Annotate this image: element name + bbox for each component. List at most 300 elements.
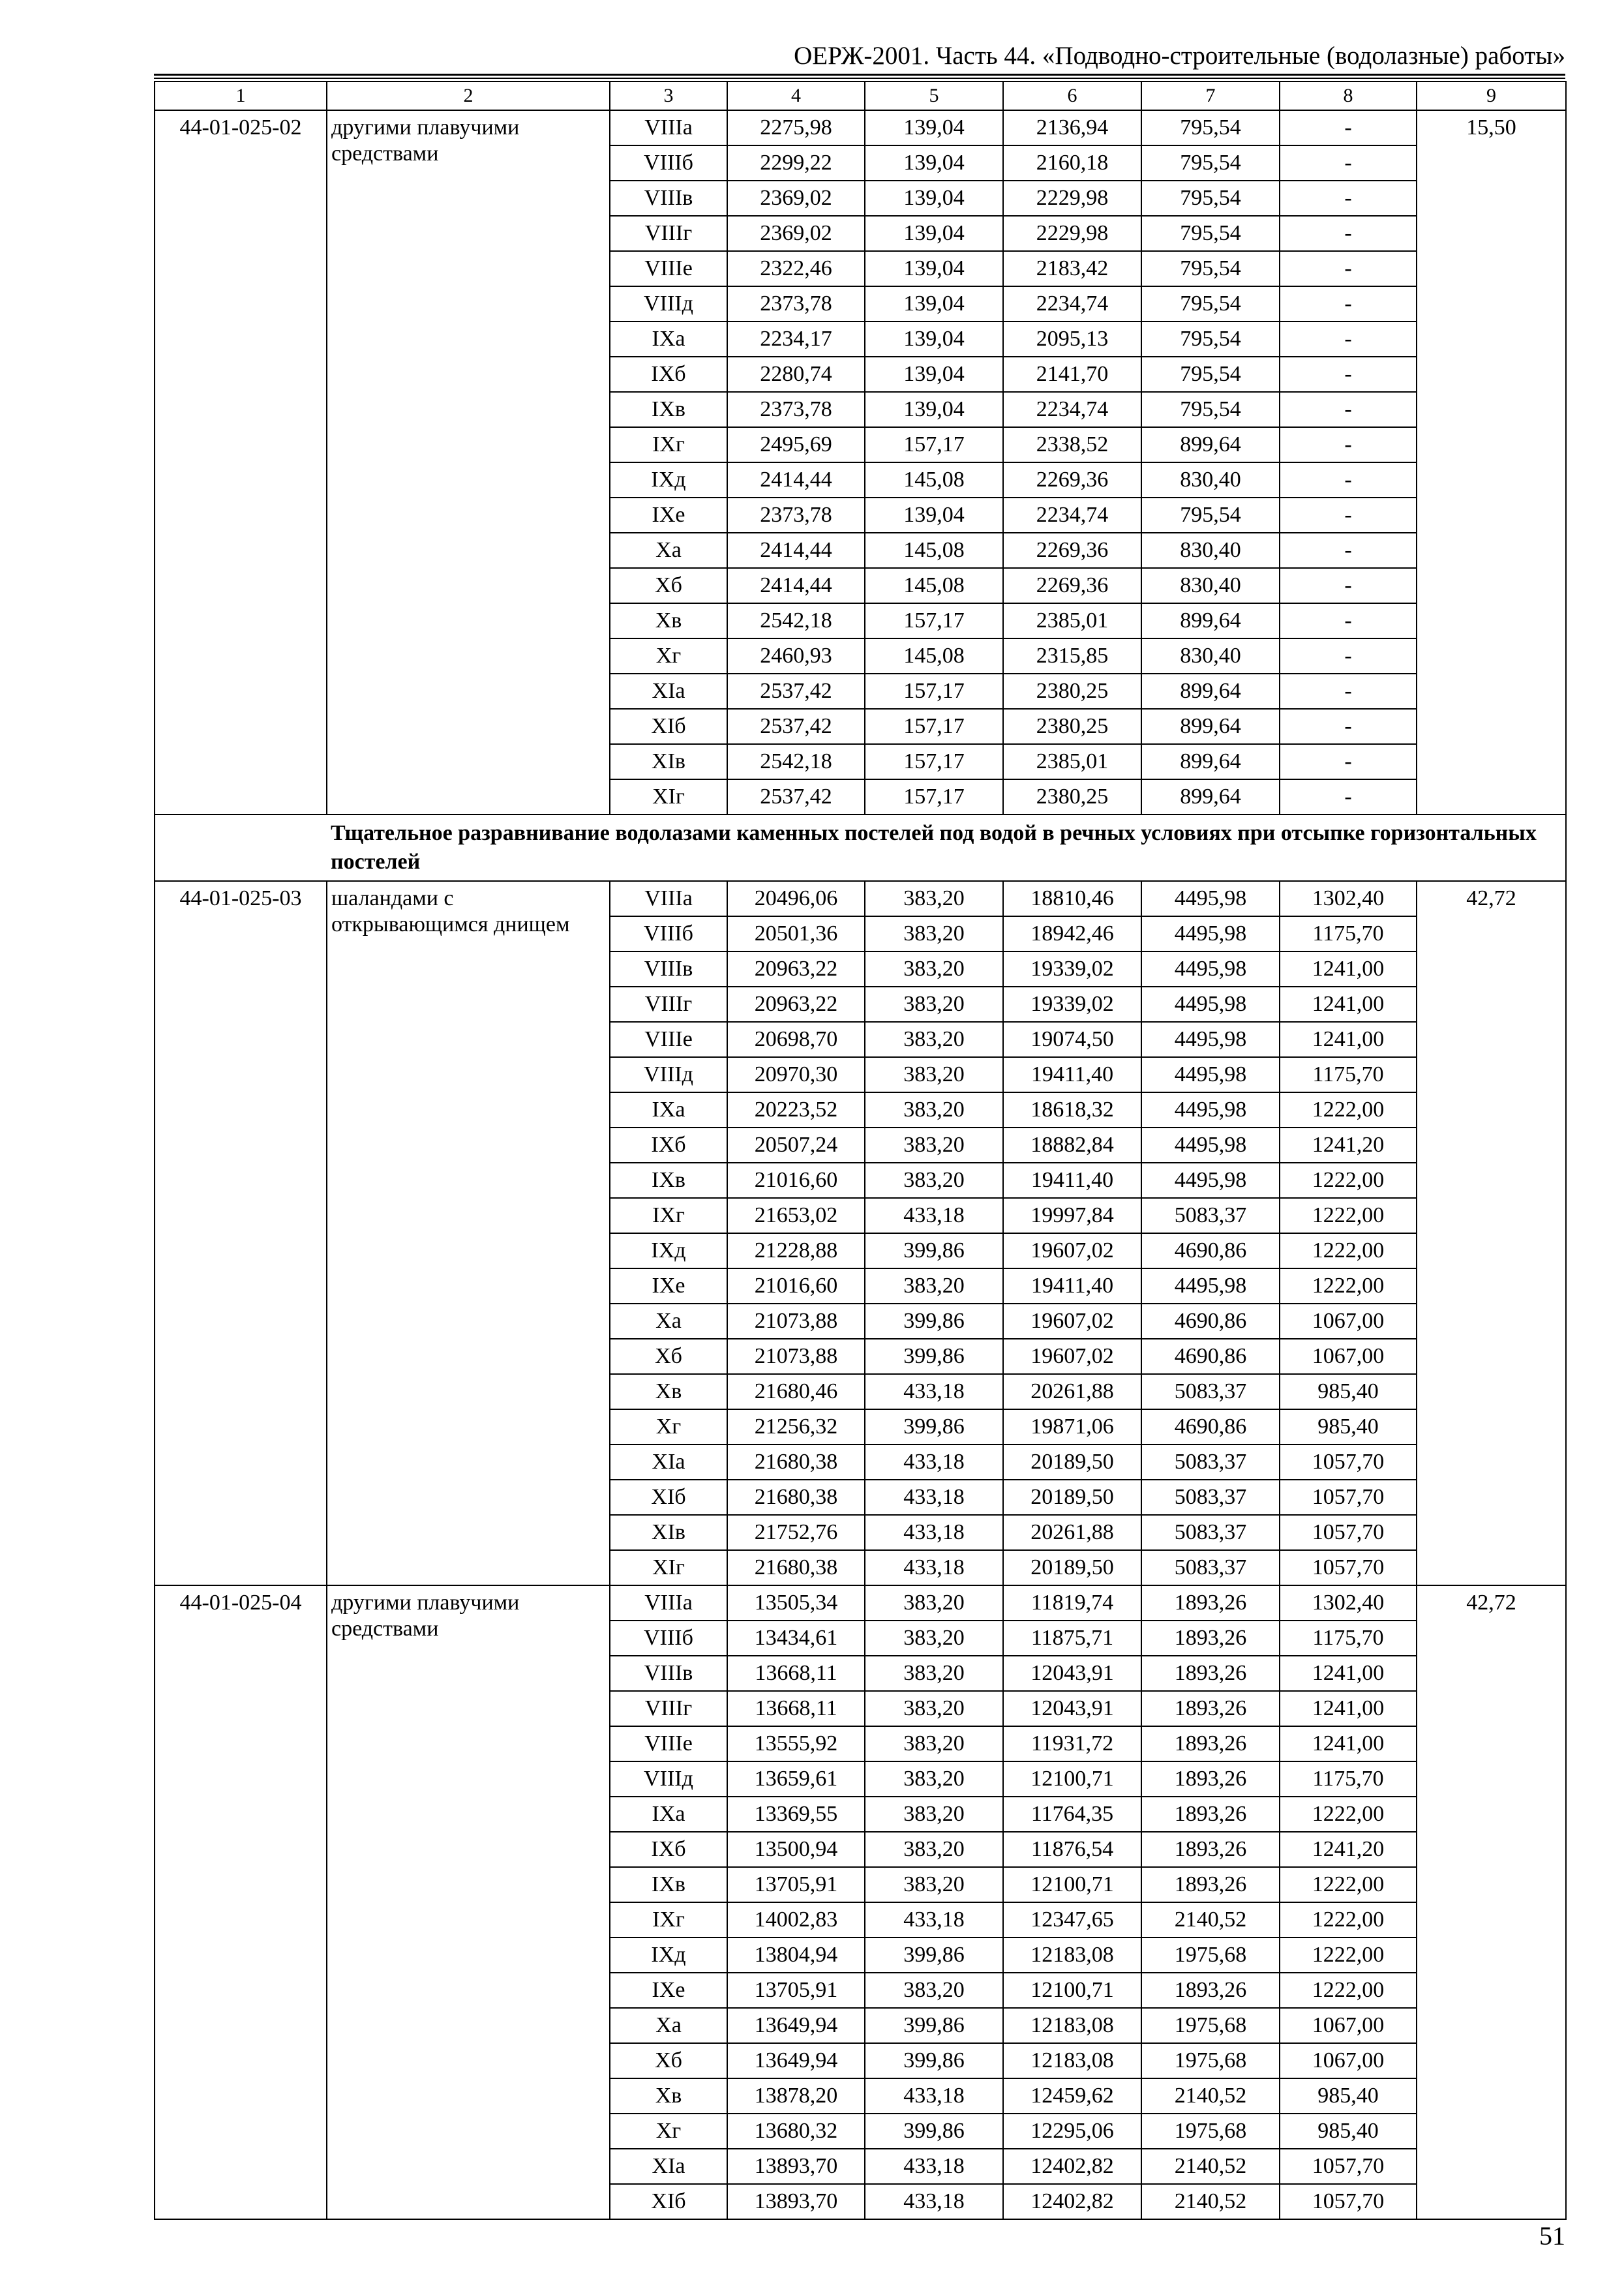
value-cell: 383,20 [865, 1268, 1003, 1304]
value-cell: 1222,00 [1280, 1902, 1417, 1937]
value-cell: 1893,26 [1141, 1585, 1280, 1621]
value-cell: 383,20 [865, 1797, 1003, 1832]
category-cell: VIIIг [610, 987, 727, 1022]
value-cell: 139,04 [865, 216, 1003, 251]
category-cell: IXг [610, 1902, 727, 1937]
value-cell: 4495,98 [1141, 1057, 1280, 1092]
value-cell: 5083,37 [1141, 1444, 1280, 1480]
value-cell: - [1280, 674, 1417, 709]
value-cell: 795,54 [1141, 251, 1280, 286]
page-number: 51 [1539, 2221, 1565, 2251]
category-cell: Xа [610, 533, 727, 568]
value-cell: 830,40 [1141, 638, 1280, 674]
value-cell: 433,18 [865, 1902, 1003, 1937]
value-cell: 1057,70 [1280, 1480, 1417, 1515]
category-cell: IXе [610, 498, 727, 533]
value-cell: 795,54 [1141, 322, 1280, 357]
value-cell: 1222,00 [1280, 1163, 1417, 1198]
value-cell: 12183,08 [1003, 1937, 1141, 1973]
value-cell: 1893,26 [1141, 1867, 1280, 1902]
value-cell: 899,64 [1141, 603, 1280, 638]
value-cell: 157,17 [865, 744, 1003, 779]
value-cell: 5083,37 [1141, 1198, 1280, 1233]
category-cell: IXе [610, 1268, 727, 1304]
value-cell: 433,18 [865, 1480, 1003, 1515]
value-cell: - [1280, 568, 1417, 603]
value-cell: 1067,00 [1280, 2043, 1417, 2078]
value-cell: 795,54 [1141, 145, 1280, 181]
value-cell: 4495,98 [1141, 951, 1280, 987]
value-cell: 139,04 [865, 498, 1003, 533]
rates-table [154, 81, 1567, 2220]
value-cell: 139,04 [865, 322, 1003, 357]
category-cell: XIг [610, 779, 727, 815]
category-cell: IXб [610, 357, 727, 392]
value-cell: 157,17 [865, 674, 1003, 709]
category-cell: Xг [610, 638, 727, 674]
value-cell: 1057,70 [1280, 2184, 1417, 2219]
col9-value: 15,50 [1417, 110, 1566, 815]
section-row [155, 815, 1566, 881]
value-cell: 13705,91 [727, 1973, 865, 2008]
value-cell: 399,86 [865, 2043, 1003, 2078]
value-cell: 1057,70 [1280, 1515, 1417, 1550]
value-cell: 13649,94 [727, 2008, 865, 2043]
category-cell: IXв [610, 1163, 727, 1198]
value-cell: 21680,46 [727, 1374, 865, 1409]
value-cell: 11931,72 [1003, 1726, 1141, 1761]
value-cell: 12295,06 [1003, 2114, 1141, 2149]
value-cell: 1222,00 [1280, 1973, 1417, 2008]
value-cell: 13649,94 [727, 2043, 865, 2078]
section-title: Тщательное разравнивание водолазами каменных постелей под водой в речных условиях при отсыпке горизонтальных постелей [327, 815, 1566, 881]
value-cell: 4495,98 [1141, 1022, 1280, 1057]
value-cell: 383,20 [865, 987, 1003, 1022]
category-cell: Xб [610, 2043, 727, 2078]
value-cell: 1222,00 [1280, 1268, 1417, 1304]
value-cell: 20963,22 [727, 951, 865, 987]
value-cell: 830,40 [1141, 533, 1280, 568]
value-cell: 21680,38 [727, 1480, 865, 1515]
col-header: 5 [865, 82, 1003, 110]
value-cell: 383,20 [865, 1761, 1003, 1797]
value-cell: - [1280, 533, 1417, 568]
section-blank-cell [155, 815, 327, 881]
value-cell: 18618,32 [1003, 1092, 1141, 1128]
value-cell: 13893,70 [727, 2184, 865, 2219]
value-cell: 433,18 [865, 2184, 1003, 2219]
value-cell: - [1280, 462, 1417, 498]
category-cell: IXд [610, 1233, 727, 1268]
value-cell: 2140,52 [1141, 1902, 1280, 1937]
value-cell: 383,20 [865, 1691, 1003, 1726]
table-row [155, 1585, 1566, 1621]
value-cell: 5083,37 [1141, 1515, 1280, 1550]
value-cell: 1241,00 [1280, 1022, 1417, 1057]
value-cell: 13804,94 [727, 1937, 865, 1973]
value-cell: 2234,74 [1003, 392, 1141, 427]
value-cell: 399,86 [865, 1233, 1003, 1268]
value-cell: 21653,02 [727, 1198, 865, 1233]
value-cell: 5083,37 [1141, 1374, 1280, 1409]
value-cell: - [1280, 709, 1417, 744]
value-cell: 13659,61 [727, 1761, 865, 1797]
value-cell: 1975,68 [1141, 2008, 1280, 2043]
category-cell: IXд [610, 1937, 727, 1973]
value-cell: 1893,26 [1141, 1691, 1280, 1726]
value-cell: 20189,50 [1003, 1550, 1141, 1585]
value-cell: 795,54 [1141, 181, 1280, 216]
value-cell: 1057,70 [1280, 2149, 1417, 2184]
category-cell: Xв [610, 2078, 727, 2114]
category-cell: VIIIв [610, 951, 727, 987]
value-cell: 139,04 [865, 251, 1003, 286]
value-cell: 2140,52 [1141, 2184, 1280, 2219]
value-cell: 2234,17 [727, 322, 865, 357]
value-cell: - [1280, 322, 1417, 357]
value-cell: 899,64 [1141, 709, 1280, 744]
category-cell: VIIIа [610, 1585, 727, 1621]
category-cell: XIв [610, 744, 727, 779]
category-cell: XIб [610, 709, 727, 744]
category-cell: XIг [610, 1550, 727, 1585]
value-cell: 985,40 [1280, 2114, 1417, 2149]
category-cell: Xб [610, 1339, 727, 1374]
category-cell: XIб [610, 2184, 727, 2219]
value-cell: 1241,00 [1280, 987, 1417, 1022]
value-cell: 383,20 [865, 1092, 1003, 1128]
value-cell: 383,20 [865, 1832, 1003, 1867]
value-cell: 1893,26 [1141, 1832, 1280, 1867]
value-cell: 139,04 [865, 286, 1003, 322]
value-cell: 2229,98 [1003, 216, 1141, 251]
value-cell: 19607,02 [1003, 1304, 1141, 1339]
category-cell: VIIIб [610, 1621, 727, 1656]
value-cell: 1241,00 [1280, 1656, 1417, 1691]
value-cell: - [1280, 216, 1417, 251]
value-cell: 18882,84 [1003, 1128, 1141, 1163]
value-cell: 1241,00 [1280, 1726, 1417, 1761]
category-cell: VIIIг [610, 216, 727, 251]
value-cell: 383,20 [865, 951, 1003, 987]
value-cell: 1302,40 [1280, 881, 1417, 916]
value-cell: 383,20 [865, 916, 1003, 951]
value-cell: 1057,70 [1280, 1550, 1417, 1585]
category-cell: Xг [610, 2114, 727, 2149]
value-cell: 4690,86 [1141, 1304, 1280, 1339]
value-cell: 399,86 [865, 1409, 1003, 1444]
value-cell: 157,17 [865, 603, 1003, 638]
value-cell: 383,20 [865, 1867, 1003, 1902]
category-cell: VIIIв [610, 181, 727, 216]
value-cell: 19607,02 [1003, 1339, 1141, 1374]
value-cell: 1222,00 [1280, 1797, 1417, 1832]
value-cell: 11875,71 [1003, 1621, 1141, 1656]
value-cell: 1175,70 [1280, 916, 1417, 951]
table-row [155, 110, 1566, 145]
value-cell: 12100,71 [1003, 1761, 1141, 1797]
value-cell: 1067,00 [1280, 1339, 1417, 1374]
value-cell: 795,54 [1141, 392, 1280, 427]
rate-description: другими плавучими средствами [327, 1585, 610, 2219]
value-cell: 1975,68 [1141, 1937, 1280, 1973]
value-cell: - [1280, 110, 1417, 145]
value-cell: 2380,25 [1003, 709, 1141, 744]
value-cell: 1241,00 [1280, 951, 1417, 987]
value-cell: 2234,74 [1003, 498, 1141, 533]
category-cell: XIа [610, 1444, 727, 1480]
category-cell: IXа [610, 1092, 727, 1128]
value-cell: 2269,36 [1003, 568, 1141, 603]
value-cell: 13434,61 [727, 1621, 865, 1656]
value-cell: 157,17 [865, 779, 1003, 815]
value-cell: 899,64 [1141, 744, 1280, 779]
category-cell: VIIIе [610, 251, 727, 286]
value-cell: 383,20 [865, 1973, 1003, 2008]
value-cell: 1175,70 [1280, 1621, 1417, 1656]
value-cell: 1893,26 [1141, 1761, 1280, 1797]
value-cell: 4495,98 [1141, 1163, 1280, 1198]
category-cell: XIб [610, 1480, 727, 1515]
value-cell: - [1280, 286, 1417, 322]
value-cell: 20189,50 [1003, 1480, 1141, 1515]
value-cell: 1302,40 [1280, 1585, 1417, 1621]
value-cell: 2537,42 [727, 779, 865, 815]
category-cell: IXб [610, 1128, 727, 1163]
value-cell: 21680,38 [727, 1550, 865, 1585]
column-number-row [155, 82, 1566, 110]
value-cell: 18942,46 [1003, 916, 1141, 951]
value-cell: 2095,13 [1003, 322, 1141, 357]
value-cell: 1175,70 [1280, 1057, 1417, 1092]
value-cell: 21073,88 [727, 1339, 865, 1374]
category-cell: Xа [610, 1304, 727, 1339]
value-cell: - [1280, 392, 1417, 427]
category-cell: VIIIе [610, 1022, 727, 1057]
category-cell: VIIIд [610, 1057, 727, 1092]
value-cell: 2269,36 [1003, 462, 1141, 498]
col-header: 7 [1141, 82, 1280, 110]
category-cell: IXг [610, 1198, 727, 1233]
value-cell: 5083,37 [1141, 1480, 1280, 1515]
value-cell: 399,86 [865, 2114, 1003, 2149]
value-cell: 2136,94 [1003, 110, 1141, 145]
col-header: 8 [1280, 82, 1417, 110]
value-cell: 18810,46 [1003, 881, 1141, 916]
value-cell: 2380,25 [1003, 779, 1141, 815]
value-cell: 795,54 [1141, 286, 1280, 322]
value-cell: 1893,26 [1141, 1973, 1280, 2008]
value-cell: 383,20 [865, 1022, 1003, 1057]
value-cell: 4495,98 [1141, 1092, 1280, 1128]
col9-value: 42,72 [1417, 1585, 1566, 2219]
value-cell: 20261,88 [1003, 1374, 1141, 1409]
value-cell: 1222,00 [1280, 1937, 1417, 1973]
value-cell: 2373,78 [727, 498, 865, 533]
value-cell: 21680,38 [727, 1444, 865, 1480]
category-cell: IXв [610, 392, 727, 427]
category-cell: VIIIе [610, 1726, 727, 1761]
category-cell: IXд [610, 462, 727, 498]
value-cell: 20261,88 [1003, 1515, 1141, 1550]
value-cell: 2414,44 [727, 568, 865, 603]
value-cell: 21016,60 [727, 1268, 865, 1304]
value-cell: 2460,93 [727, 638, 865, 674]
value-cell: 139,04 [865, 181, 1003, 216]
value-cell: 20189,50 [1003, 1444, 1141, 1480]
value-cell: 11764,35 [1003, 1797, 1141, 1832]
category-cell: IXе [610, 1973, 727, 2008]
rate-code: 44-01-025-02 [155, 110, 327, 815]
value-cell: 2537,42 [727, 709, 865, 744]
value-cell: 1067,00 [1280, 2008, 1417, 2043]
value-cell: 433,18 [865, 1515, 1003, 1550]
value-cell: 19411,40 [1003, 1163, 1141, 1198]
value-cell: 433,18 [865, 1550, 1003, 1585]
value-cell: 2275,98 [727, 110, 865, 145]
value-cell: 20698,70 [727, 1022, 865, 1057]
value-cell: 2141,70 [1003, 357, 1141, 392]
value-cell: 4495,98 [1141, 987, 1280, 1022]
value-cell: 13878,20 [727, 2078, 865, 2114]
value-cell: 383,20 [865, 1585, 1003, 1621]
value-cell: 383,20 [865, 1057, 1003, 1092]
value-cell: 1893,26 [1141, 1797, 1280, 1832]
value-cell: 1222,00 [1280, 1092, 1417, 1128]
value-cell: 1175,70 [1280, 1761, 1417, 1797]
value-cell: 985,40 [1280, 1409, 1417, 1444]
value-cell: - [1280, 251, 1417, 286]
value-cell: 795,54 [1141, 110, 1280, 145]
category-cell: VIIIд [610, 286, 727, 322]
value-cell: 2322,46 [727, 251, 865, 286]
page-header: ОЕРЖ-2001. Часть 44. «Подводно-строительные (водолазные) работы» [794, 42, 1565, 70]
value-cell: 139,04 [865, 392, 1003, 427]
col-header: 6 [1003, 82, 1141, 110]
value-cell: 1241,00 [1280, 1691, 1417, 1726]
value-cell: 4495,98 [1141, 881, 1280, 916]
value-cell: 2338,52 [1003, 427, 1141, 462]
category-cell: VIIIа [610, 110, 727, 145]
value-cell: 21016,60 [727, 1163, 865, 1198]
value-cell: 13555,92 [727, 1726, 865, 1761]
value-cell: 14002,83 [727, 1902, 865, 1937]
category-cell: XIа [610, 2149, 727, 2184]
category-cell: VIIIв [610, 1656, 727, 1691]
value-cell: 4495,98 [1141, 1268, 1280, 1304]
value-cell: 12100,71 [1003, 1867, 1141, 1902]
value-cell: 1222,00 [1280, 1233, 1417, 1268]
value-cell: 2369,02 [727, 216, 865, 251]
value-cell: 157,17 [865, 427, 1003, 462]
value-cell: 21228,88 [727, 1233, 865, 1268]
col-header: 1 [155, 82, 327, 110]
value-cell: 2140,52 [1141, 2149, 1280, 2184]
category-cell: Xв [610, 1374, 727, 1409]
value-cell: 2373,78 [727, 286, 865, 322]
header-rule-thin [154, 78, 1565, 79]
value-cell: 145,08 [865, 638, 1003, 674]
col-header: 4 [727, 82, 865, 110]
category-cell: VIIIа [610, 881, 727, 916]
value-cell: 20963,22 [727, 987, 865, 1022]
value-cell: 383,20 [865, 881, 1003, 916]
value-cell: 20501,36 [727, 916, 865, 951]
value-cell: 20507,24 [727, 1128, 865, 1163]
category-cell: Xг [610, 1409, 727, 1444]
value-cell: 2542,18 [727, 744, 865, 779]
value-cell: 13668,11 [727, 1656, 865, 1691]
value-cell: 383,20 [865, 1656, 1003, 1691]
value-cell: 2229,98 [1003, 181, 1141, 216]
value-cell: 13500,94 [727, 1832, 865, 1867]
value-cell: 1222,00 [1280, 1867, 1417, 1902]
value-cell: - [1280, 181, 1417, 216]
value-cell: 383,20 [865, 1621, 1003, 1656]
value-cell: 1975,68 [1141, 2114, 1280, 2149]
value-cell: 13705,91 [727, 1867, 865, 1902]
value-cell: 985,40 [1280, 1374, 1417, 1409]
value-cell: 19607,02 [1003, 1233, 1141, 1268]
value-cell: 795,54 [1141, 216, 1280, 251]
value-cell: 2495,69 [727, 427, 865, 462]
value-cell: 399,86 [865, 1304, 1003, 1339]
value-cell: 20496,06 [727, 881, 865, 916]
rate-description: шаландами с открывающимся днищем [327, 881, 610, 1585]
value-cell: 433,18 [865, 1198, 1003, 1233]
value-cell: 1975,68 [1141, 2043, 1280, 2078]
value-cell: 795,54 [1141, 498, 1280, 533]
value-cell: 139,04 [865, 145, 1003, 181]
value-cell: 2385,01 [1003, 603, 1141, 638]
value-cell: 4690,86 [1141, 1233, 1280, 1268]
value-cell: 145,08 [865, 462, 1003, 498]
rate-code: 44-01-025-04 [155, 1585, 327, 2219]
value-cell: 399,86 [865, 1339, 1003, 1374]
value-cell: 19339,02 [1003, 987, 1141, 1022]
value-cell: 899,64 [1141, 674, 1280, 709]
value-cell: 433,18 [865, 1374, 1003, 1409]
value-cell: 2542,18 [727, 603, 865, 638]
value-cell: - [1280, 357, 1417, 392]
value-cell: 157,17 [865, 709, 1003, 744]
value-cell: 1893,26 [1141, 1656, 1280, 1691]
value-cell: 12402,82 [1003, 2184, 1141, 2219]
value-cell: 21073,88 [727, 1304, 865, 1339]
value-cell: 20223,52 [727, 1092, 865, 1128]
category-cell: Xа [610, 2008, 727, 2043]
value-cell: 433,18 [865, 2078, 1003, 2114]
value-cell: 2315,85 [1003, 638, 1141, 674]
category-cell: VIIIб [610, 145, 727, 181]
value-cell: 1241,20 [1280, 1832, 1417, 1867]
value-cell: - [1280, 145, 1417, 181]
col-header: 3 [610, 82, 727, 110]
value-cell: 830,40 [1141, 568, 1280, 603]
value-cell: 2373,78 [727, 392, 865, 427]
value-cell: 19871,06 [1003, 1409, 1141, 1444]
value-cell: 1057,70 [1280, 1444, 1417, 1480]
value-cell: 139,04 [865, 357, 1003, 392]
category-cell: IXг [610, 427, 727, 462]
value-cell: 21752,76 [727, 1515, 865, 1550]
value-cell: 145,08 [865, 568, 1003, 603]
value-cell: 899,64 [1141, 779, 1280, 815]
value-cell: 4495,98 [1141, 1128, 1280, 1163]
value-cell: 985,40 [1280, 2078, 1417, 2114]
value-cell: 139,04 [865, 110, 1003, 145]
value-cell: 2234,74 [1003, 286, 1141, 322]
